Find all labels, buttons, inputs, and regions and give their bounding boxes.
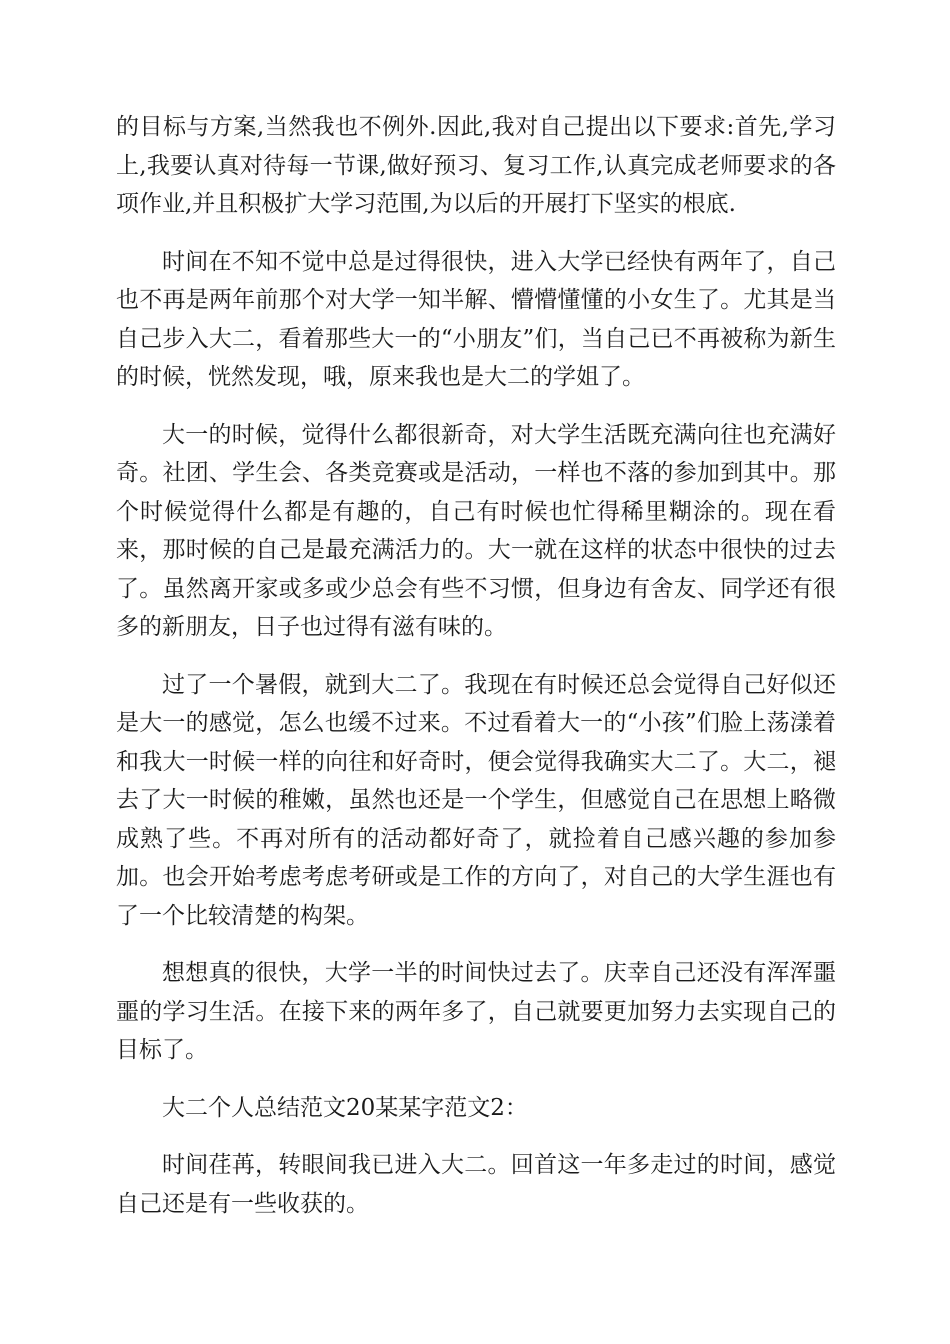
paragraph-half-over: 想想真的很快，大学一半的时间快过去了。庆幸自己还没有浑浑噩噩的学习生活。在接下来的两年多了，自己就要更加努力去实现自己的目标了。	[116, 960, 836, 1063]
document-body	[116, 108, 836, 1242]
paragraph-time-flies: 时间在不知不觉中总是过得很快，进入大学已经快有两年了，自己也不再是两年前那个对大学一知半解、懵懵懂懂的小女生了。尤其是当自己步入大二，看着那些大一的“小朋友”们，当自己已不再被称为新生的时候，恍然发现，哦，原来我也是大二的学姐了。	[116, 248, 836, 390]
paragraph-continuation: 的目标与方案,当然我也不例外.因此,我对自己提出以下要求:首先,学习上,我要认真对待每一节课,做好预习、复习工作,认真完成老师要求的各项作业,并且积极扩大学习范围,为以后的开展打下坚实的根底.	[116, 114, 836, 217]
paragraph-sample-two-intro: 时间荏苒，转眼间我已进入大二。回首这一年多走过的时间，感觉自己还是有一些收获的。	[116, 1152, 836, 1217]
paragraph-freshman-year: 大一的时候，觉得什么都很新奇，对大学生活既充满向往也充满好奇。社团、学生会、各类竞赛或是活动，一样也不落的参加到其中。那个时候觉得什么都是有趣的，自己有时候也忙得稀里糊涂的。现在看来，那时候的自己是最充满活力的。大一就在这样的状态中很快的过去了。虽然离开家或多或少总会有些不习惯，但身边有舍友、同学还有很多的新朋友，日子也过得有滋有味的。	[116, 421, 836, 640]
sample-essay-heading: 大二个人总结范文20某某字范文2：	[162, 1094, 528, 1121]
paragraph-sophomore-year: 过了一个暑假，就到大二了。我现在有时候还总会觉得自己好似还是大一的感觉，怎么也缓不过来。不过看着大一的“小孩”们脸上荡漾着和我大一时候一样的向往和好奇时，便会觉得我确实大二了。大二，褪去了大一时候的稚嫩，虽然也还是一个学生，但感觉自己在思想上略微成熟了些。不再对所有的活动都好奇了，就捡着自己感兴趣的参加参加。也会开始考虑考虑考研或是工作的方向了，对自己的大学生涯也有了一个比较清楚的构架。	[116, 671, 836, 929]
